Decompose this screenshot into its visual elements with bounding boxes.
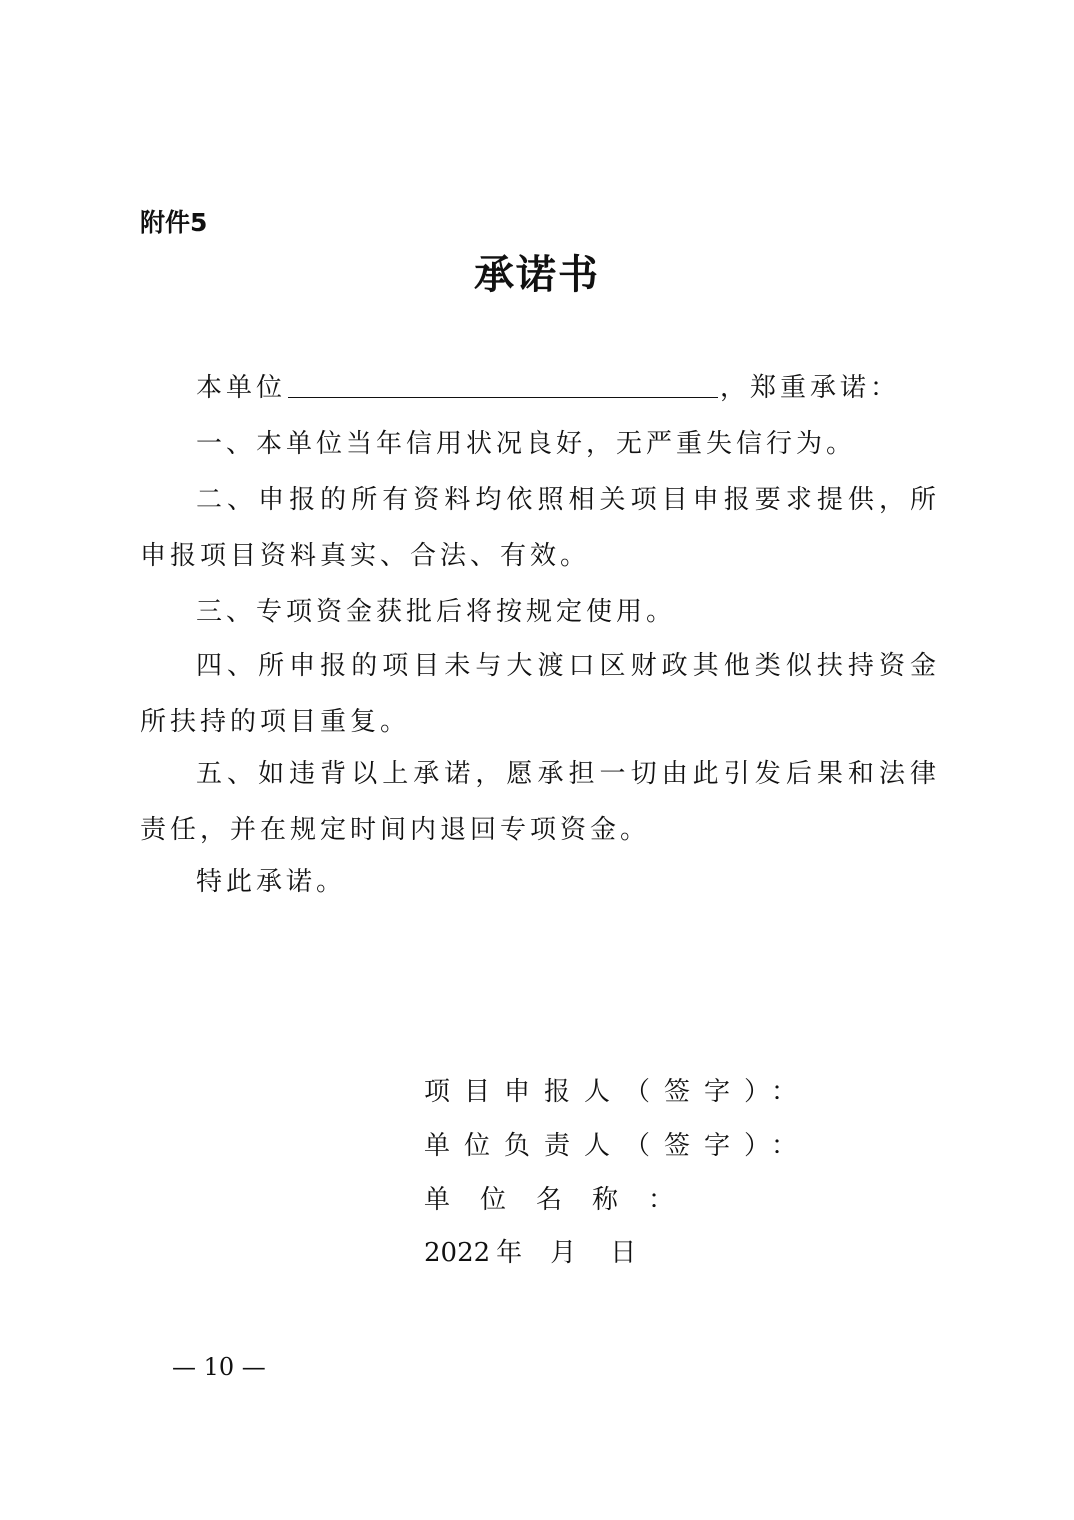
date-day-unit: 日 <box>610 1238 637 1268</box>
pledge-item-1: 一、本单位当年信用状况良好，无严重失信行为。 <box>196 429 857 459</box>
applicant-signature-line: 项目申报人（签字）： <box>424 1077 812 1107</box>
unit-name-line: 单位名称： <box>424 1185 705 1215</box>
pledge-intro <box>196 360 900 416</box>
pledge-item-3: 三、专项资金获批后将按规定使用。 <box>196 597 677 627</box>
date-month-unit: 月 <box>550 1238 577 1268</box>
unit-head-signature-line: 单位负责人（签字）： <box>424 1131 812 1161</box>
pledge-item-5: 五、如违背以上承诺，愿承担一切由此引发后果和法律责任，并在规定时间内退回专项资金。 <box>140 759 940 845</box>
date-year-unit: 年 <box>496 1238 523 1268</box>
date-line <box>424 1225 636 1281</box>
pledge-item-4: 四、所申报的项目未与大渡口区财政其他类似扶持资金所扶持的项目重复。 <box>140 651 940 737</box>
date-year: 2022 <box>424 1238 491 1268</box>
intro-prefix: 本单位 <box>196 373 287 403</box>
attachment-label: 附件5 <box>140 208 208 237</box>
closing-statement: 特此承诺。 <box>196 867 347 897</box>
intro-suffix: ，郑重承诺： <box>720 373 901 403</box>
unit-name-blank <box>288 367 718 398</box>
pledge-item-2: 二、申报的所有资料均依照相关项目申报要求提供，所申报项目资料真实、合法、有效。 <box>140 485 940 571</box>
page-number: — 10 — <box>172 1353 266 1381</box>
document-title: 承诺书 <box>474 252 600 298</box>
